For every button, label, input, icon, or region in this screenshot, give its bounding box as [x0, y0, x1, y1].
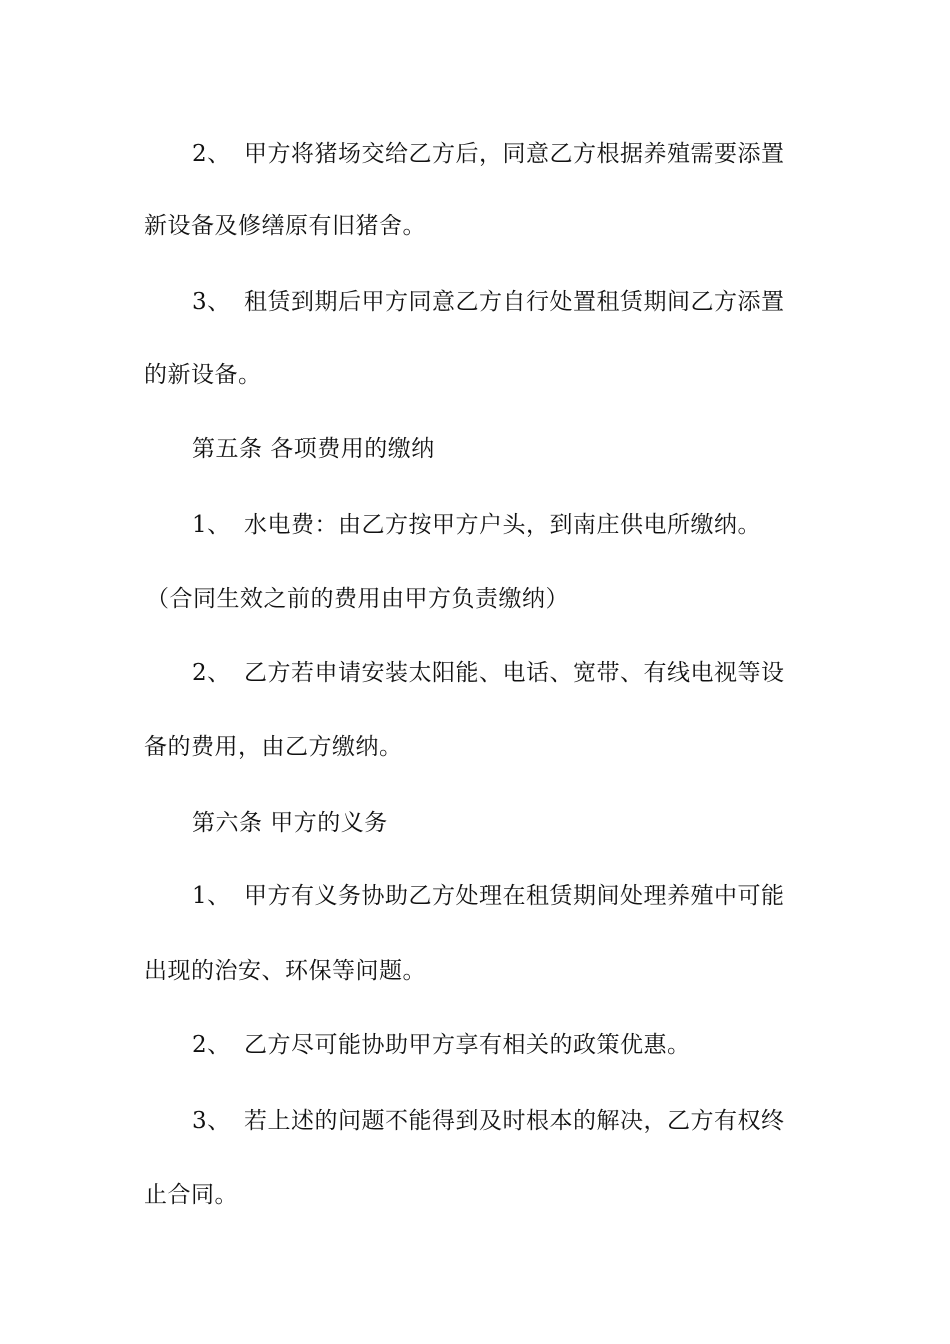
paragraph-line	[144, 360, 262, 390]
item-number: 1、	[192, 512, 231, 538]
line-text: 的新设备。	[144, 362, 262, 388]
paragraph-line	[192, 658, 785, 688]
paragraph-line	[144, 211, 426, 241]
paragraph-line	[144, 956, 426, 986]
section-heading	[192, 808, 388, 838]
line-text: 水电费：由乙方按甲方户头，到南庄供电所缴纳。	[244, 512, 761, 538]
paragraph-line	[146, 584, 569, 614]
paragraph-line	[144, 732, 403, 762]
paragraph-line	[192, 139, 785, 169]
paragraph-line	[192, 510, 761, 540]
paragraph-line	[144, 1180, 238, 1210]
heading-text: 第六条 甲方的义务	[192, 810, 388, 836]
item-number: 2、	[192, 141, 231, 167]
line-text: 若上述的问题不能得到及时根本的解决，乙方有权终	[244, 1108, 785, 1134]
line-text: 乙方若申请安装太阳能、电话、宽带、有线电视等设	[244, 660, 785, 686]
item-number: 3、	[192, 289, 231, 315]
heading-text: 第五条 各项费用的缴纳	[192, 436, 435, 462]
item-number: 2、	[192, 1032, 231, 1058]
line-text: 备的费用，由乙方缴纳。	[144, 734, 403, 760]
paragraph-line	[192, 881, 785, 911]
paragraph-line	[192, 1106, 785, 1136]
item-number: 3、	[192, 1108, 231, 1134]
section-heading	[192, 434, 435, 464]
paragraph-line	[192, 1030, 691, 1060]
item-number: 2、	[192, 660, 231, 686]
line-text: 甲方将猪场交给乙方后，同意乙方根据养殖需要添置	[244, 141, 785, 167]
line-text: 新设备及修缮原有旧猪舍。	[144, 213, 426, 239]
item-number: 1、	[192, 883, 231, 909]
line-text: 出现的治安、环保等问题。	[144, 958, 426, 984]
paragraph-line	[192, 287, 785, 317]
line-text: 租赁到期后甲方同意乙方自行处置租赁期间乙方添置	[244, 289, 785, 315]
line-text: 乙方尽可能协助甲方享有相关的政策优惠。	[244, 1032, 691, 1058]
line-text: 甲方有义务协助乙方处理在租赁期间处理养殖中可能	[244, 883, 785, 909]
line-text: 止合同。	[144, 1182, 238, 1208]
line-text: （合同生效之前的费用由甲方负责缴纳）	[146, 586, 569, 612]
